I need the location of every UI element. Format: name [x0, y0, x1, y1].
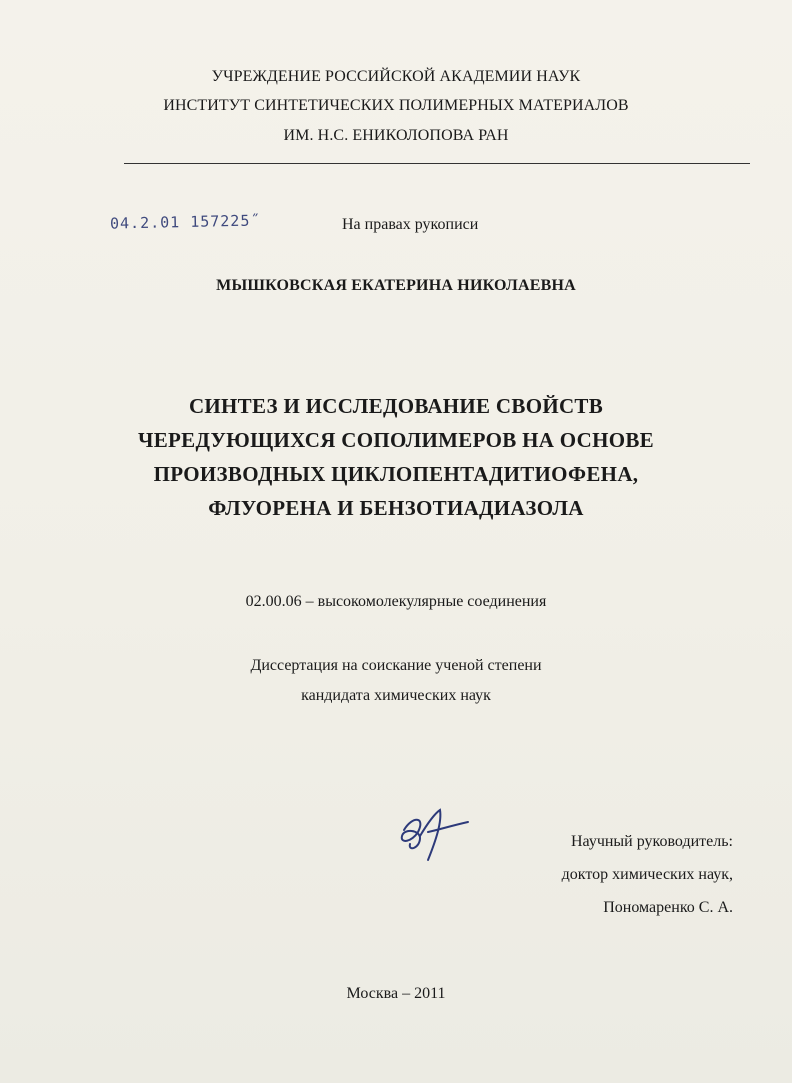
institution-line-1: УЧРЕЖДЕНИЕ РОССИЙСКОЙ АКАДЕМИИ НАУК — [211, 68, 581, 85]
stamp-date: 04.2.01 — [109, 213, 181, 233]
supervisor-degree: доктор химических наук, — [561, 866, 733, 883]
place-year: Москва – 2011 — [346, 985, 446, 1002]
author-name: МЫШКОВСКАЯ ЕКАТЕРИНА НИКОЛАЕВНА — [216, 277, 576, 294]
handwritten-signature-icon — [390, 800, 480, 870]
archive-stamp: 04.2.01 157225˝ — [109, 211, 261, 233]
title-line-1: СИНТЕЗ И ИССЛЕДОВАНИЕ СВОЙСТВ — [188, 394, 604, 418]
header-divider — [124, 163, 750, 164]
title-line-3: ПРОИЗВОДНЫХ ЦИКЛОПЕНТАДИТИОФЕНА, — [153, 462, 639, 486]
dissertation-line-2: кандидата химических наук — [301, 687, 491, 704]
supervisor-name: Пономаренко С. А. — [603, 899, 733, 916]
title-line-4: ФЛУОРЕНА И БЕНЗОТИАДИАЗОЛА — [208, 496, 584, 520]
dissertation-line-1: Диссертация на соискание ученой степени — [250, 657, 542, 674]
specialty-code: 02.00.06 – высокомолекулярные соединения — [245, 593, 547, 610]
stamp-number: 157225 — [190, 211, 251, 231]
title-line-2: ЧЕРЕДУЮЩИХСЯ СОПОЛИМЕРОВ НА ОСНОВЕ — [138, 428, 654, 452]
rights-note: На правах рукописи — [342, 216, 479, 233]
institution-line-2: ИНСТИТУТ СИНТЕТИЧЕСКИХ ПОЛИМЕРНЫХ МАТЕРИАЛОВ — [163, 97, 629, 114]
supervisor-label: Научный руководитель: — [570, 833, 733, 850]
institution-line-3: ИМ. Н.С. ЕНИКОЛОПОВА РАН — [283, 127, 509, 144]
